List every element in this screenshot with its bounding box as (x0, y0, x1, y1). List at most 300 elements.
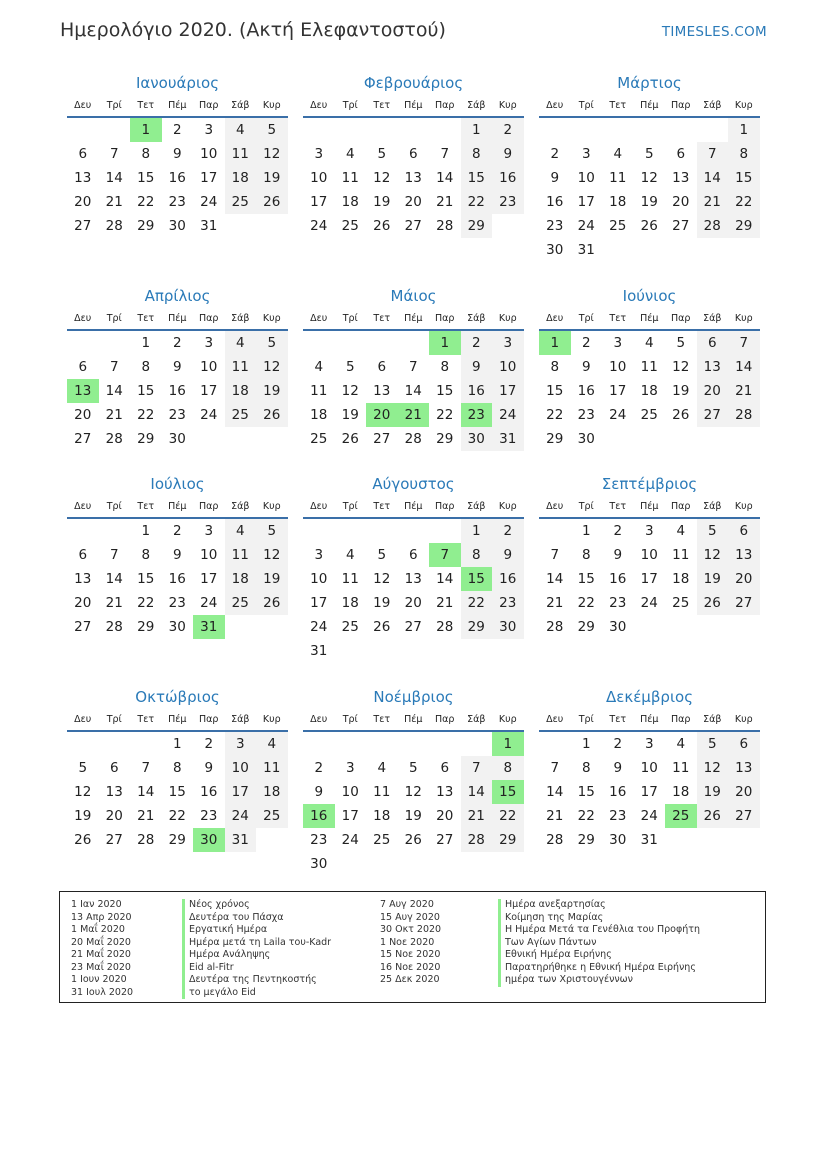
week-row (303, 379, 524, 403)
day-cell: 5 (697, 732, 729, 756)
week-row (303, 591, 524, 615)
day-cell: 21 (436, 595, 454, 611)
day-cell: 24 (225, 804, 257, 828)
day-cell: 29 (137, 431, 155, 447)
week-row (303, 732, 524, 756)
week-row (539, 118, 760, 142)
empty-cell (256, 828, 288, 852)
week-row (67, 190, 288, 214)
day-cell: 23 (546, 218, 564, 234)
day-cell: 12 (640, 170, 658, 186)
week-row (539, 567, 760, 591)
day-cell: 16 (577, 383, 595, 399)
holiday-date: 7 Αυγ 2020 (380, 899, 434, 910)
day-cell: 24 (200, 407, 218, 423)
day-cell: 25 (341, 619, 359, 635)
weekday-label: Τετ (373, 100, 391, 111)
weekday-label: Παρ (435, 313, 455, 324)
weekday-label: Δευ (74, 100, 92, 111)
day-cell: 29 (137, 619, 155, 635)
empty-cell (571, 118, 603, 142)
day-cell: 2 (172, 335, 182, 351)
weekday-label: Σάβ (703, 714, 722, 725)
day-cell: 24 (200, 595, 218, 611)
weekday-label: Σάβ (231, 100, 250, 111)
day-cell: 21 (105, 595, 123, 611)
holiday-date: 1 Ιαν 2020 (71, 899, 122, 910)
holiday-name: Ημέρα ανεξαρτησίας (498, 899, 763, 912)
empty-cell (697, 238, 729, 262)
day-cell: 24 (341, 832, 359, 848)
day-cell: 25 (225, 403, 257, 427)
day-cell: 17 (200, 383, 218, 399)
day-cell: 28 (728, 403, 760, 427)
day-cell: 12 (672, 359, 690, 375)
day-cell: 1 (461, 519, 493, 543)
holiday-date: 13 Απρ 2020 (71, 911, 132, 923)
weekday-label: Κυρ (734, 501, 753, 512)
day-cell: 8 (492, 756, 524, 780)
week-row (539, 828, 760, 852)
empty-cell (429, 852, 461, 876)
day-cell: 9 (492, 142, 524, 166)
holiday-date: 16 Νοε 2020 (380, 961, 441, 973)
day-cell: 26 (373, 619, 391, 635)
day-cell: 7 (109, 146, 119, 162)
week-row (539, 142, 760, 166)
weekday-label: Τρί (106, 714, 122, 725)
day-cell: 23 (577, 407, 595, 423)
day-cell: 22 (728, 190, 760, 214)
empty-cell (99, 331, 131, 355)
day-cell: 8 (440, 359, 450, 375)
day-cell: 11 (373, 784, 391, 800)
day-cell: 4 (676, 736, 686, 752)
day-cell: 27 (436, 832, 454, 848)
day-cell: 18 (640, 383, 658, 399)
day-cell: 10 (310, 170, 328, 186)
day-cell: 31 (310, 643, 328, 659)
month-calendar (67, 472, 288, 639)
empty-cell (398, 519, 430, 543)
day-cell: 1 (581, 523, 591, 539)
holiday-date: 23 Μαΐ 2020 (71, 961, 131, 973)
day-cell: 5 (377, 547, 387, 563)
day-cell: 25 (225, 591, 257, 615)
day-cell: 19 (256, 567, 288, 591)
day-cell: 17 (609, 383, 627, 399)
day-cell: 11 (640, 359, 658, 375)
day-cell: 13 (404, 571, 422, 587)
holiday-dates-right (380, 899, 480, 987)
day-cell: 12 (404, 784, 422, 800)
day-cell: 16 (168, 170, 186, 186)
day-cell: 6 (728, 732, 760, 756)
day-cell: 10 (200, 547, 218, 563)
day-cell: 20 (404, 595, 422, 611)
empty-cell (602, 238, 634, 262)
day-cell: 5 (377, 146, 387, 162)
month-title: Απρίλιος (144, 287, 211, 305)
empty-cell (225, 615, 257, 639)
holiday-name: Κοίμηση της Μαρίας (498, 912, 763, 925)
day-cell: 13 (105, 784, 123, 800)
day-cell: 19 (256, 166, 288, 190)
holiday-day-cell: 1 (429, 331, 461, 355)
day-cell: 29 (546, 431, 564, 447)
weekday-label: Τρί (106, 501, 122, 512)
empty-cell (303, 118, 335, 142)
empty-cell (398, 331, 430, 355)
empty-cell (303, 331, 335, 355)
day-cell: 25 (225, 190, 257, 214)
week-row (303, 331, 524, 355)
day-cell: 21 (697, 190, 729, 214)
holiday-date: 20 Μαΐ 2020 (71, 936, 131, 948)
weekday-label: Τρί (106, 313, 122, 324)
week-row (539, 190, 760, 214)
day-cell: 8 (581, 760, 591, 776)
week-row (539, 519, 760, 543)
day-cell: 9 (204, 760, 214, 776)
empty-cell (539, 118, 571, 142)
weekday-label: Τετ (137, 313, 155, 324)
day-cell: 15 (577, 571, 595, 587)
day-cell: 9 (461, 355, 493, 379)
week-row (67, 403, 288, 427)
empty-cell (602, 118, 634, 142)
day-cell: 8 (461, 142, 493, 166)
month-calendar (303, 685, 524, 876)
weekday-label: Σάβ (467, 501, 486, 512)
weekday-label: Πέμ (168, 100, 187, 111)
day-cell: 3 (204, 335, 214, 351)
holiday-day-cell: 23 (461, 403, 493, 427)
weekday-label: Κυρ (734, 100, 753, 111)
weekday-header (303, 709, 524, 732)
day-cell: 7 (440, 146, 450, 162)
day-cell: 31 (640, 832, 658, 848)
weekday-label: Κυρ (262, 100, 281, 111)
holiday-name: ημέρα των Χριστουγέννων (498, 974, 763, 987)
day-cell: 7 (141, 760, 151, 776)
day-cell: 1 (728, 118, 760, 142)
day-cell: 4 (225, 519, 257, 543)
holiday-day-cell: 25 (665, 804, 697, 828)
weekday-label: Πέμ (168, 313, 187, 324)
day-cell: 18 (225, 166, 257, 190)
weekday-header (303, 496, 524, 519)
day-cell: 16 (168, 383, 186, 399)
day-cell: 19 (672, 383, 690, 399)
empty-cell (366, 732, 398, 756)
day-cell: 14 (546, 571, 564, 587)
holiday-date: 21 Μαΐ 2020 (71, 949, 131, 960)
day-cell: 2 (492, 519, 524, 543)
day-cell: 15 (436, 383, 454, 399)
day-cell: 6 (78, 146, 88, 162)
day-cell: 28 (546, 832, 564, 848)
day-cell: 9 (613, 760, 623, 776)
weekday-label: Πέμ (640, 714, 659, 725)
day-cell: 21 (137, 808, 155, 824)
day-cell: 6 (440, 760, 450, 776)
day-cell: 6 (676, 146, 686, 162)
day-cell: 4 (613, 146, 623, 162)
day-cell: 24 (310, 218, 328, 234)
day-cell: 25 (373, 832, 391, 848)
day-cell: 8 (550, 359, 560, 375)
day-cell: 2 (314, 760, 324, 776)
day-cell: 12 (256, 142, 288, 166)
weekday-label: Τετ (609, 100, 627, 111)
week-row (303, 615, 524, 639)
day-cell: 8 (461, 543, 493, 567)
day-cell: 16 (609, 784, 627, 800)
day-cell: 17 (310, 194, 328, 210)
weekday-label: Πέμ (404, 501, 423, 512)
day-cell: 27 (74, 619, 92, 635)
day-cell: 27 (404, 218, 422, 234)
weekday-label: Δευ (74, 714, 92, 725)
day-cell: 17 (341, 808, 359, 824)
empty-cell (67, 732, 99, 756)
empty-cell (461, 852, 493, 876)
day-cell: 13 (436, 784, 454, 800)
day-cell: 10 (640, 760, 658, 776)
weekday-label: Τετ (373, 313, 391, 324)
holiday-date: 1 Μαΐ 2020 (71, 924, 125, 935)
weekday-label: Παρ (435, 501, 455, 512)
weekday-label: Τετ (137, 714, 155, 725)
week-row (539, 804, 760, 828)
day-cell: 22 (461, 591, 493, 615)
weekday-label: Τρί (578, 100, 594, 111)
holiday-day-cell: 1 (539, 331, 571, 355)
empty-cell (99, 519, 131, 543)
day-cell: 4 (345, 547, 355, 563)
day-cell: 11 (341, 170, 359, 186)
week-row (67, 379, 288, 403)
month-calendar (67, 685, 288, 852)
site-link[interactable]: TIMESLES.COM (661, 24, 767, 40)
empty-cell (461, 732, 493, 756)
holiday-name: Νέος χρόνος (182, 899, 372, 912)
day-cell: 14 (105, 571, 123, 587)
holiday-date: 1 Ιουν 2020 (71, 974, 127, 985)
day-cell: 22 (137, 194, 155, 210)
week-row (303, 639, 524, 663)
day-cell: 31 (200, 218, 218, 234)
day-cell: 21 (105, 194, 123, 210)
empty-cell (429, 118, 461, 142)
weekday-header (67, 308, 288, 331)
month-title: Οκτώβριος (135, 688, 220, 706)
empty-cell (634, 118, 666, 142)
day-cell: 25 (672, 595, 690, 611)
day-cell: 1 (581, 736, 591, 752)
day-cell: 11 (609, 170, 627, 186)
month-title: Νοέμβριος (373, 688, 454, 706)
week-row (67, 355, 288, 379)
empty-cell (398, 118, 430, 142)
weekday-header (539, 95, 760, 118)
month-calendar (303, 284, 524, 451)
holiday-date: 15 Νοε 2020 (380, 949, 441, 960)
empty-cell (665, 615, 697, 639)
weekday-label: Παρ (199, 501, 219, 512)
day-cell: 12 (256, 355, 288, 379)
day-cell: 27 (697, 403, 729, 427)
day-cell: 10 (492, 355, 524, 379)
day-cell: 30 (492, 615, 524, 639)
day-cell: 29 (137, 218, 155, 234)
day-cell: 4 (345, 146, 355, 162)
weekday-header (303, 308, 524, 331)
day-cell: 12 (373, 170, 391, 186)
day-cell: 17 (577, 194, 595, 210)
month-calendar (67, 71, 288, 238)
day-cell: 26 (697, 804, 729, 828)
empty-cell (539, 519, 571, 543)
weekday-label: Κυρ (262, 714, 281, 725)
day-cell: 13 (373, 383, 391, 399)
weekday-label: Δευ (546, 714, 564, 725)
day-cell: 1 (172, 736, 182, 752)
weekday-header (539, 308, 760, 331)
day-cell: 23 (168, 595, 186, 611)
day-cell: 11 (256, 756, 288, 780)
weekday-label: Σάβ (703, 313, 722, 324)
day-cell: 4 (676, 523, 686, 539)
weekday-label: Σάβ (467, 714, 486, 725)
empty-cell (429, 732, 461, 756)
day-cell: 2 (492, 118, 524, 142)
weekday-label: Δευ (310, 313, 328, 324)
day-cell: 23 (200, 808, 218, 824)
week-row (67, 804, 288, 828)
day-cell: 13 (728, 543, 760, 567)
week-row (539, 732, 760, 756)
week-row (67, 732, 288, 756)
day-cell: 14 (436, 170, 454, 186)
day-cell: 2 (550, 146, 560, 162)
day-cell: 3 (204, 523, 214, 539)
empty-cell (366, 852, 398, 876)
day-cell: 17 (640, 784, 658, 800)
day-cell: 25 (341, 218, 359, 234)
week-row (67, 543, 288, 567)
day-cell: 30 (310, 856, 328, 872)
holiday-day-cell: 21 (398, 403, 430, 427)
day-cell: 16 (492, 567, 524, 591)
week-row (303, 214, 524, 238)
day-cell: 28 (461, 828, 493, 852)
weekday-label: Παρ (671, 100, 691, 111)
day-cell: 24 (577, 218, 595, 234)
week-row (539, 355, 760, 379)
weekday-label: Παρ (671, 313, 691, 324)
empty-cell (697, 118, 729, 142)
empty-cell (193, 427, 225, 451)
day-cell: 9 (314, 784, 324, 800)
day-cell: 10 (577, 170, 595, 186)
day-cell: 24 (640, 808, 658, 824)
empty-cell (366, 118, 398, 142)
day-cell: 6 (697, 331, 729, 355)
day-cell: 9 (172, 547, 182, 563)
empty-cell (665, 118, 697, 142)
week-row (303, 427, 524, 451)
week-row (67, 828, 288, 852)
week-row (67, 142, 288, 166)
day-cell: 4 (256, 732, 288, 756)
day-cell: 29 (461, 615, 493, 639)
empty-cell (130, 732, 162, 756)
day-cell: 28 (404, 431, 422, 447)
day-cell: 17 (225, 780, 257, 804)
day-cell: 1 (141, 335, 151, 351)
holiday-date: 25 Δεκ 2020 (380, 974, 440, 985)
day-cell: 4 (377, 760, 387, 776)
week-row (67, 519, 288, 543)
day-cell: 28 (546, 619, 564, 635)
day-cell: 24 (609, 407, 627, 423)
empty-cell (492, 639, 524, 663)
weekday-label: Σάβ (467, 313, 486, 324)
day-cell: 2 (581, 335, 591, 351)
day-cell: 6 (408, 146, 418, 162)
day-cell: 15 (577, 784, 595, 800)
holiday-name: Παρατηρήθηκε η Εθνική Ημέρα Ειρήνης (498, 962, 763, 975)
day-cell: 15 (461, 166, 493, 190)
day-cell: 20 (728, 780, 760, 804)
day-cell: 12 (74, 784, 92, 800)
empty-cell (492, 214, 524, 238)
weekday-label: Παρ (199, 714, 219, 725)
day-cell: 18 (225, 567, 257, 591)
day-cell: 16 (492, 166, 524, 190)
day-cell: 14 (728, 355, 760, 379)
holiday-day-cell: 1 (492, 732, 524, 756)
week-row (539, 166, 760, 190)
day-cell: 13 (74, 571, 92, 587)
day-cell: 30 (577, 431, 595, 447)
day-cell: 17 (310, 595, 328, 611)
weekday-label: Δευ (546, 501, 564, 512)
day-cell: 26 (256, 591, 288, 615)
day-cell: 5 (256, 331, 288, 355)
day-cell: 22 (492, 804, 524, 828)
weekday-label: Τρί (342, 714, 358, 725)
weekday-label: Τρί (578, 714, 594, 725)
day-cell: 4 (225, 118, 257, 142)
day-cell: 3 (613, 335, 623, 351)
weekday-label: Κυρ (734, 714, 753, 725)
day-cell: 20 (74, 194, 92, 210)
week-row (539, 331, 760, 355)
day-cell: 18 (256, 780, 288, 804)
day-cell: 9 (613, 547, 623, 563)
day-cell: 23 (168, 407, 186, 423)
empty-cell (335, 852, 367, 876)
weekday-label: Πέμ (640, 100, 659, 111)
weekday-label: Σάβ (467, 100, 486, 111)
empty-cell (366, 519, 398, 543)
month-calendar (539, 71, 760, 262)
day-cell: 1 (141, 523, 151, 539)
holiday-day-cell: 13 (67, 379, 99, 403)
